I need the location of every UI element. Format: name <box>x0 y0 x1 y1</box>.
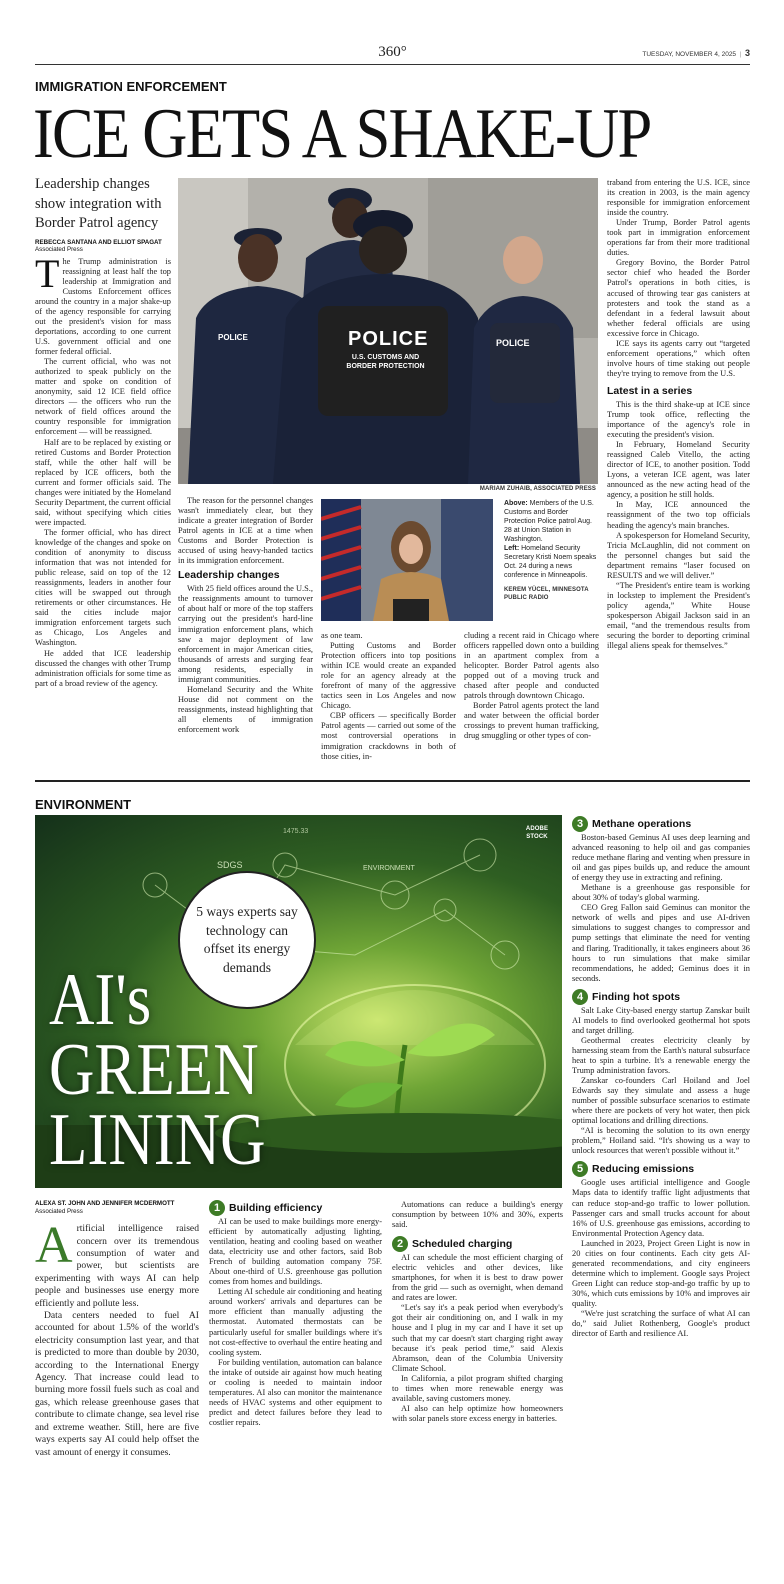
item-heading <box>209 1200 382 1216</box>
paragraph: “Let's say it's a peak period when everybody's got their air conditioning on, and I walk in my house and I plug in my car and I have it set up such that my car doesn't start charging right away because it's peak period time,” said Alexis Abramson, dean of the Columbia University Climate School. <box>392 1303 563 1373</box>
paragraph: He added that ICE leadership discussed the changes with other Trump administration officials for some time as part of a broad review of the agency. <box>35 648 171 688</box>
header-rule <box>35 64 750 65</box>
item-title: Building efficiency <box>229 1202 323 1214</box>
byline-agency: Associated Press <box>35 1207 83 1215</box>
inset-photo <box>321 499 493 621</box>
paragraph: “We're just scratching the surface of what AI can do,” said Juliet Rothenberg, Google's product director of Earth and resilience AI. <box>572 1309 750 1339</box>
main-photo-credit: MARIAM ZUHAIB, ASSOCIATED PRESS <box>479 486 596 492</box>
lede-paragraph: he Trump administration is reassigning at least half the top leadership at Immigration and Customs Enforcement offices around the country in a major shake-up of the agency responsible for carrying out the president's vision for mass deportations, according to one current U.S. government official and one former federal official. <box>35 256 171 357</box>
paragraph: traband from entering the U.S. ICE, since its creation in 2003, is the main agency responsible for immigration enforcement inside the country. <box>607 178 750 218</box>
item-heading <box>572 1161 750 1177</box>
item-heading <box>572 989 750 1005</box>
paragraph: Geothermal creates electricity cleanly by harnessing steam from the Earth's natural subsurface heat to spin a turbine. It's a renewable energy the Trump administration favors. <box>572 1035 750 1075</box>
paragraph: In February, Homeland Security reassigned Caleb Vitello, the acting director of ICE, to another position. Todd Lyons, a veteran ICE agent, was later announced as the new acting head of the agency, a position he still holds. <box>607 440 750 500</box>
section-flag: 360° <box>378 44 407 60</box>
section-label: IMMIGRATION ENFORCEMENT <box>35 79 227 94</box>
item-body <box>392 1200 563 1230</box>
section-label-environment: ENVIRONMENT <box>35 797 132 812</box>
inset-caption <box>504 499 598 602</box>
bubble-text: 5 ways experts say technology can offset its energy demands <box>196 904 298 975</box>
paragraph: This is the third shake-up at ICE since Trump took office, reflecting the importance of the agency's role in executing the president's vision. <box>607 399 750 440</box>
story2-col4 <box>572 814 750 1339</box>
paragraph: AI can be used to make buildings more energy-efficient by automatically adjusting lighting, ventilation, heating and cooling based on weather data, electricity use and other factors, said Bob French of building automation company 75F. About one-third of U.S. greenhouse gas pollution comes from homes and buildings. <box>209 1217 382 1287</box>
item-title: Finding hot spots <box>592 990 681 1003</box>
art-label-sdgs: SDGS <box>217 860 243 870</box>
story2-col2 <box>209 1198 382 1428</box>
item-number-badge: 1 <box>209 1200 225 1216</box>
byline-names: REBECCA SANTANA AND ELLIOT SPAGAT <box>35 238 162 246</box>
headline: ICE GETS A SHAKE-UP <box>33 95 651 173</box>
art-label-environment: ENVIRONMENT <box>363 865 415 872</box>
paragraph: Salt Lake City-based energy startup Zanskar built AI models to find overlooked geothermal hot spots and target drilling. <box>572 1005 750 1035</box>
paragraph: Under Trump, Border Patrol agents took part in immigration enforcement operations far from their more traditional duties. <box>607 218 750 258</box>
subhead: Latest in a series <box>607 384 693 397</box>
caption-left-text: Homeland Security Secretary Kristi Noem speaks Oct. 24 during a news conference in Minneapolis. <box>504 545 597 579</box>
story-divider <box>35 780 750 782</box>
byline <box>35 239 171 254</box>
item-title: Methane operations <box>592 818 692 830</box>
caption-above-label: Above: <box>504 500 528 507</box>
paragraph: Google uses artificial intelligence and Google Maps data to identify traffic light adjustments that can reduce stop-and-go traffic to lower pollution. Passenger cars and small trucks account for about 16% of U.S. greenhouse gas emissions, according to Environmental Protection Agency data. <box>572 1178 750 1238</box>
inset-photo-credit: KEREM YÜCEL, MINNESOTA PUBLIC RADIO <box>504 587 589 601</box>
story1-col1 <box>35 175 171 689</box>
item-number-badge: 3 <box>572 816 588 832</box>
drop-cap-green: A <box>35 1217 73 1275</box>
item-body <box>209 1217 382 1428</box>
vest-label-center: POLICE <box>348 328 429 350</box>
item-body <box>392 1253 563 1424</box>
paragraph: Border Patrol agents protect the land and water between the official border crossings to prevent human trafficking, drug smuggling or other types of con- <box>464 701 599 741</box>
paragraph: Half are to be replaced by existing or retired Customs and Border Protection staff, while the other half will be replaced by ICE officers, both the current and former officials said. The changes were initiated by the Homeland Security Department, the current official said, without specifying which cities were impacted. <box>35 437 171 527</box>
header-date: TUESDAY, NOVEMBER 4, 2025 | 3 <box>642 48 750 58</box>
paragraph: cluding a recent raid in Chicago where officers rappelled down onto a building in an apartment complex from a helicopter. Border Patrol agents also popped out of a moving truck and chased after people and conducted patrols through downtown Chicago. <box>464 631 599 701</box>
paragraph: Gregory Bovino, the Border Patrol sector chief who headed the Border Patrol's operations in both cities, is accused of throwing tear gas canisters at protesters and took the stand as a defendant in a federal lawsuit about whether federal officials are using excessive force in Chicago. <box>607 258 750 338</box>
paragraph: Boston-based Geminus AI uses deep learning and advanced reasoning to help oil and gas companies reduce methane flaring and venting when pressure in oil and gas pipes builds up, and reduce the amount of energy they use in extracting and refining. <box>572 833 750 883</box>
paragraph: With 25 field offices around the U.S., the reassignments amount to turnover of about half or more of the top staffers carrying out the president's hard-line immigration enforcement plans, which saw a major deployment of law enforcement in major American cities, thousands of arrests and surging fear among residents, especially in immigrant communities. <box>178 584 313 684</box>
environment-art <box>35 815 562 1188</box>
paragraph: CBP officers — specifically Border Patrol agents — carried out some of the most controversial operations in immigration crackdowns in both of those cities, in- <box>321 711 456 761</box>
page-number: 3 <box>744 48 750 58</box>
paragraph: Letting AI schedule air conditioning and heating around workers' arrivals and departures can be more efficient than manually adjusting the thermostat. Automated thermostats can be particularly useful for smaller buildings where it's not cost-effective to overhaul the entire heating and cooling system. <box>209 1287 382 1357</box>
lede-paragraph: rtificial intelligence raised concern over its tremendous consumption of water and power, but scientists are experimenting with ways AI can help people and businesses use energy more efficiently and pollute less. <box>35 1223 199 1309</box>
art-title-line3: LINING <box>49 1099 266 1181</box>
vest-label-left: POLICE <box>218 333 248 342</box>
story1-col5 <box>607 178 750 651</box>
item-body <box>572 833 750 984</box>
item-heading <box>392 1236 563 1252</box>
story1-col4 <box>464 631 599 742</box>
paragraph: CEO Greg Fallon said Geminus can monitor the network of wells and pipes and use AI-driven simulations to suggest changes to compressor and pump settings that eliminate the need for venting and flaring. Traditionally, it takes engineers about 36 hours to run simulations that make similar recommendations, he added; Geminus does it in seconds. <box>572 903 750 983</box>
drop-cap: T <box>35 250 60 296</box>
art-credit: ADOBE STOCK <box>525 826 549 840</box>
story2-col1 <box>35 1200 199 1459</box>
story1-col3 <box>321 631 456 762</box>
vest-label-right: POLICE <box>496 338 530 348</box>
item-heading <box>572 816 750 832</box>
paragraph: Putting Customs and Border Protection officers into top positions within ICE would create an expanded role for an agency already at the forefront of many of the aggressive tactics seen in Los Angeles and now Chicago. <box>321 641 456 711</box>
subhead: Leadership changes <box>178 569 280 582</box>
paragraph: In California, a pilot program shifted charging to times when more renewable energy was available, saving customers money. <box>392 1373 563 1403</box>
byline-names: ALEXA ST. JOHN AND JENNIFER MCDERMOTT <box>35 1200 175 1207</box>
story2-col3 <box>392 1200 563 1424</box>
paragraph: The current official, who was not authorized to speak publicly on the matter and spoke on condition of anonymity, said 12 ICE field office directors — the officers who run the network of field offices around the country responsible for immigration enforcement — will be reassigned. <box>35 357 171 437</box>
item-title: Scheduled charging <box>412 1238 513 1251</box>
item-title: Reducing emissions <box>592 1163 695 1176</box>
paragraph: AI also can help optimize how homeowners with solar panels store excess energy in batteries. <box>392 1403 563 1423</box>
paragraph: ICE says its agents carry out “targeted enforcement operations,” which often involve hours of time staking out people they're trying to remove from the U.S. <box>607 338 750 378</box>
byline-agency: Associated Press <box>35 246 83 254</box>
paragraph: Automations can reduce a building's energy consumption by between 10% and 30%, experts said. <box>392 1200 563 1230</box>
story1-col2 <box>178 496 313 735</box>
paragraph: “AI is becoming the solution to its own energy problem,” Hoiland said. “It's showing us a way to unlock resources that weren't possible without it.” <box>572 1126 750 1156</box>
art-title <box>49 959 304 1181</box>
deck: Leadership changes show integration with Border Patrol agency <box>35 176 162 231</box>
caption-above-text: Members of the U.S. Customs and Border Protection Police patrol Aug. 28 at Union Station in Washington. <box>504 500 594 543</box>
date-text: TUESDAY, NOVEMBER 4, 2025 <box>642 51 737 58</box>
paragraph: Launched in 2023, Project Green Light is now in 20 cities on four continents. Each city gets AI-generated recommendations, and city engineers determine which to implement. Google says Project Green Light can reduce stop-and-go traffic by up to 30%, which cuts emissions by 10% and improves air quality. <box>572 1238 750 1308</box>
paragraph: AI can schedule the most efficient charging of electric vehicles and other devices, like smartphones, for when it is best to draw power from the grid — such as overnight, when demand and rates are lower. <box>392 1253 563 1303</box>
item-number-badge: 2 <box>392 1236 408 1252</box>
caption-left-label: Left: <box>504 545 520 552</box>
paragraph: The reason for the personnel changes wasn't immediately clear, but they indicate a greater integration of Border Patrol agents in ICE at a time when Customs and Border Protection is accused of using heavy-handed tactics in its immigration enforcement. <box>178 496 313 566</box>
paragraph: as one team. <box>321 631 363 640</box>
paragraph: Homeland Security and the White House did not comment on the reassignments, instead highlighting that all elements of immigration enforcement work <box>178 684 313 734</box>
paragraph: Methane is a greenhouse gas responsible for about 30% of today's global warming. <box>572 883 750 903</box>
art-title-line1: AI's <box>49 959 152 1041</box>
item-number-badge: 4 <box>572 989 588 1005</box>
vest-label-agency: U.S. CUSTOMS AND BORDER PROTECTION <box>346 354 425 370</box>
item-body <box>572 1006 750 1157</box>
paragraph: Zanskar co-founders Carl Hoiland and Joel Edwards say they simulate and assess a huge number of possible subsurface scenarios to estimate where there are pockets of very hot water, then pick optimal locations and drilling directions. <box>572 1076 750 1126</box>
paragraph: In May, ICE announced the reassignment of the two top officials heading the agency's main branches. <box>607 500 750 530</box>
page-header <box>35 40 750 64</box>
paragraph: A spokesperson for Homeland Security, Tricia McLaughlin, did not comment on the personnel changes but said the department remains “laser focused on RESULTS and we will deliver.” <box>607 530 750 580</box>
item-body <box>572 1178 750 1339</box>
item-number-badge: 5 <box>572 1161 588 1177</box>
podium-photo-illustration <box>321 499 493 621</box>
paragraph: The former official, who has direct knowledge of the changes and spoke on condition of anonymity to discuss information that was not intended for public release, said on top of the 12 reassignments, leaders in another four cities will be swapped out through retirements or other circumstances. He said the cities include major immigration enforcement targets such as Chicago, Los Angeles and Washington. <box>35 527 171 648</box>
paragraph: For building ventilation, automation can balance the intake of outside air against how much heating or cooling is needed to maintain indoor temperatures. AI also can monitor the maintenance needs of HVAC systems and other equipment to predict and detect failures before they lead to costlier repairs. <box>209 1357 382 1427</box>
main-photo <box>178 178 598 484</box>
story2-intro <box>35 1217 199 1459</box>
byline-story2 <box>35 1200 199 1215</box>
art-title-line2: GREEN <box>49 1029 259 1111</box>
paragraph: “The President's entire team is working in lockstep to implement the President's policy agenda,” White House spokesperson Abigail Jackson said in an email, “and the tremendous results from securing the border to deporting criminal illegal aliens speak for themselves.” <box>607 580 750 651</box>
art-label-number: 1475.33 <box>283 828 309 835</box>
paragraph: Data centers needed to fuel AI accounted for about 1.5% of the world's electricity consumption last year, and that is predicted to more than double by 2030, according to the International Energy Agency. That increase could lead to burning more fossil fuels such as coal and gas, which release greenhouse gases that contribute to climate change, sea level rise and extreme weather. Still, here are five ways experts say AI could help offset the vast amount of energy it consumes. <box>35 1310 199 1458</box>
